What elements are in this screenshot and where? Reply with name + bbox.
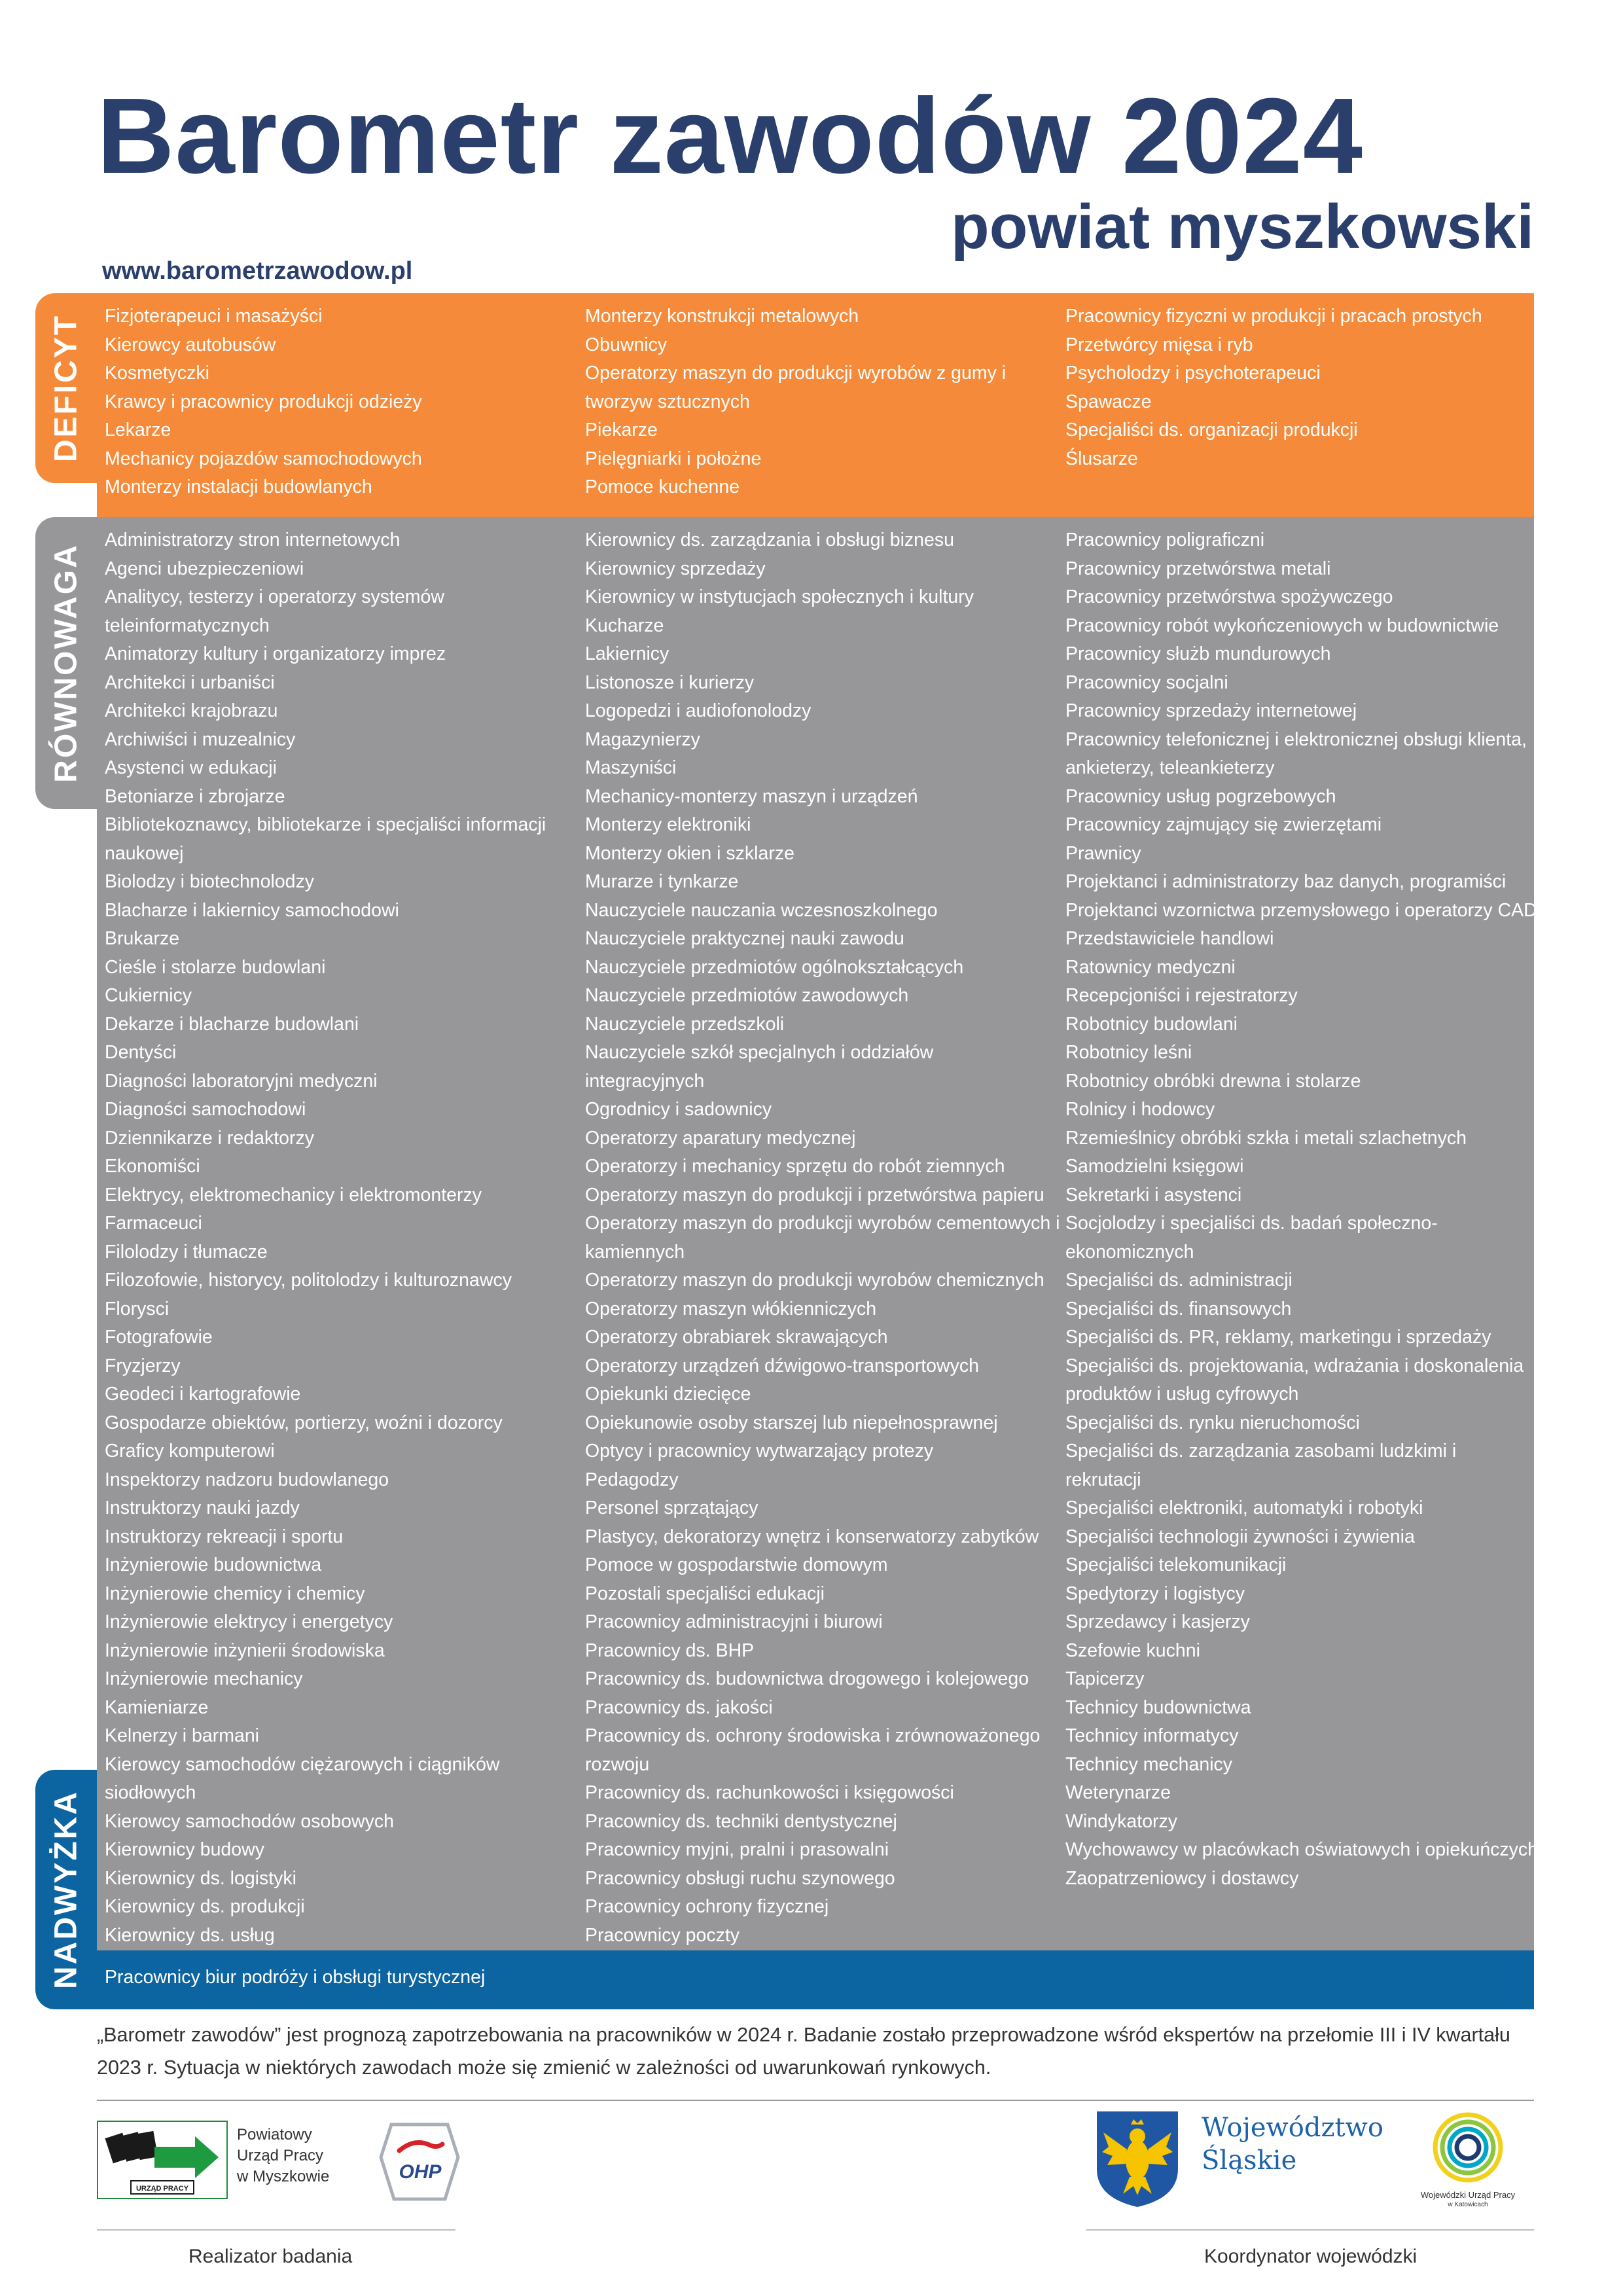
occupation-item: Obuwnicy xyxy=(585,334,668,355)
occupation-item: Bibliotekoznawcy, bibliotekarze i specjaliści informacji xyxy=(105,814,546,835)
occupation-item: Filolodzy i tłumacze xyxy=(105,1241,268,1263)
balance-column-1 xyxy=(105,526,582,1950)
occupation-item: rekrutacji xyxy=(1065,1469,1141,1490)
pup-logo-caption: URZĄD PRACY xyxy=(135,2185,189,2193)
occupation-item: Geodeci i kartografowie xyxy=(105,1384,301,1405)
occupation-item: kamiennych xyxy=(585,1241,685,1263)
occupation-item: rozwoju xyxy=(585,1753,650,1775)
ohp-logo-icon xyxy=(377,2118,462,2206)
occupation-item: Lekarze xyxy=(105,420,171,440)
occupation-item: Lakiernicy xyxy=(585,643,669,664)
realizator-caption: Realizator badania xyxy=(188,2246,353,2267)
right-footer-divider xyxy=(1086,2229,1534,2231)
occupation-item: Sprzedawcy i kasjerzy xyxy=(1065,1611,1250,1632)
surplus-tab xyxy=(35,1770,97,2009)
occupation-item: Inżynierowie budownictwa xyxy=(105,1554,322,1575)
occupation-item: Spawacze xyxy=(1065,391,1152,412)
occupation-item: Pracownicy poligraficzni xyxy=(1065,529,1265,550)
occupation-item: Kierowcy samochodów ciężarowych i ciągników xyxy=(105,1753,500,1775)
deficit-tab xyxy=(35,293,97,483)
occupation-item: Pracownicy ds. techniki dentystycznej xyxy=(585,1810,897,1832)
occupation-item: Murarze i tynkarze xyxy=(585,871,739,892)
occupation-item: Przedstawiciele handlowi xyxy=(1065,928,1274,949)
occupation-item: Specjaliści ds. administracji xyxy=(1065,1270,1293,1291)
occupation-item: Rzemieślnicy obróbki szkła i metali szlachetnych xyxy=(1065,1127,1467,1149)
occupation-item: Pracownicy sprzedaży internetowej xyxy=(1065,700,1357,721)
occupation-item: Dziennikarze i redaktorzy xyxy=(105,1127,314,1149)
occupation-item: Optycy i pracownicy wytwarzający protezy xyxy=(585,1441,934,1462)
wup-caption-small: w Katowicach xyxy=(1448,2201,1488,2208)
occupation-item: Biolodzy i biotechnolodzy xyxy=(105,871,315,892)
occupation-item: Nauczyciele nauczania wczesnoszkolnego xyxy=(585,899,938,921)
woj-name xyxy=(1202,2111,1383,2177)
occupation-item: Pracownicy ds. BHP xyxy=(585,1640,755,1661)
occupation-item: Nauczyciele przedmiotów ogólnokształcących xyxy=(585,956,964,978)
occupation-item: Instruktorzy rekreacji i sportu xyxy=(105,1526,344,1547)
occupation-item: Projektanci wzornictwa przemysłowego i operatorzy CAD xyxy=(1065,899,1537,921)
occupation-item: Pracownicy ds. jakości xyxy=(585,1696,773,1718)
occupation-item: Pomoce w gospodarstwie domowym xyxy=(585,1554,888,1575)
occupation-item: Technicy informatycy xyxy=(1065,1725,1239,1746)
occupation-item: Pracownicy robót wykończeniowych w budownictwie xyxy=(1065,615,1499,636)
occupation-item: Pracownicy poczty xyxy=(585,1924,740,1946)
occupation-item: Pracownicy zajmujący się zwierzętami xyxy=(1065,814,1382,835)
occupation-item: Agenci ubezpieczeniowi xyxy=(105,558,304,579)
occupation-item: Kucharze xyxy=(585,615,664,636)
occupation-item: Pracownicy telefonicznej i elektronicznej obsługi klienta, xyxy=(1065,728,1527,750)
silesia-crest-icon xyxy=(1094,2109,1181,2210)
woj-line-2: Śląskie xyxy=(1202,2145,1297,2176)
balance-label: RÓWNOWAGA xyxy=(48,543,84,783)
deficit-column-3 xyxy=(1065,302,1543,473)
occupation-item: Pomoce kuchenne xyxy=(585,476,740,497)
occupation-item: Opiekunowie osoby starszej lub niepełnosprawnej xyxy=(585,1412,998,1433)
occupation-item: Kierownicy ds. usług xyxy=(105,1924,275,1946)
surplus-column-1 xyxy=(105,1964,582,1992)
occupation-item: Nauczyciele szkół specjalnych i oddziałów xyxy=(585,1042,934,1063)
occupation-item: Pracownicy ds. budownictwa drogowego i kolejowego xyxy=(585,1668,1029,1689)
occupation-item: Specjaliści technologii żywności i żywienia xyxy=(1065,1526,1415,1547)
occupation-item: Monterzy instalacji budowlanych xyxy=(105,476,372,497)
balance-tab xyxy=(35,517,97,809)
page-subtitle: powiat myszkowski xyxy=(951,192,1534,262)
occupation-item: Diagności samochodowi xyxy=(105,1099,306,1120)
occupation-item: Specjaliści elektroniki, automatyki i robotyki xyxy=(1065,1498,1423,1518)
divider xyxy=(97,2100,1534,2101)
woj-line-1: Województwo xyxy=(1202,2113,1383,2143)
occupation-item: Gospodarze obiektów, portierzy, woźni i dozorcy xyxy=(105,1412,503,1433)
occupation-item: Rolnicy i hodowcy xyxy=(1065,1099,1215,1120)
occupation-item: Operatorzy maszyn do produkcji wyrobów cementowych i xyxy=(585,1213,1060,1234)
occupation-item: Psycholodzy i psychoterapeuci xyxy=(1065,363,1321,384)
pup-line-3: w Myszkowie xyxy=(237,2168,330,2185)
occupation-item: Diagności laboratoryjni medyczni xyxy=(105,1070,378,1092)
ohp-text: OHP xyxy=(399,2161,442,2183)
occupation-item: Operatorzy aparatury medycznej xyxy=(585,1127,856,1149)
occupation-item: Architekci i urbaniści xyxy=(105,672,275,693)
occupation-item: Ślusarze xyxy=(1065,448,1138,469)
occupation-item: Specjaliści ds. rynku nieruchomości xyxy=(1065,1412,1360,1433)
balance-column-3 xyxy=(1065,526,1543,1893)
occupation-item: Technicy budownictwa xyxy=(1065,1696,1251,1718)
occupation-item: Inżynierowie chemicy i chemicy xyxy=(105,1583,365,1604)
occupation-item: Brukarze xyxy=(105,928,180,949)
occupation-item: Krawcy i pracownicy produkcji odzieży xyxy=(105,391,422,412)
occupation-item: Przetwórcy mięsa i ryb xyxy=(1065,334,1253,355)
occupation-item: Asystenci w edukacji xyxy=(105,757,277,778)
balance-column-2 xyxy=(585,526,1063,1950)
occupation-item: siodłowych xyxy=(105,1782,196,1803)
occupation-item: Mechanicy pojazdów samochodowych xyxy=(105,448,422,469)
occupation-item: Robotnicy obróbki drewna i stolarze xyxy=(1065,1070,1361,1092)
wup-logo-icon xyxy=(1432,2111,1504,2183)
occupation-item: Animatorzy kultury i organizatorzy imprez xyxy=(105,643,446,664)
occupation-item: Socjolodzy i specjaliści ds. badań społeczno- xyxy=(1065,1213,1438,1234)
deficit-label: DEFICYT xyxy=(48,314,84,463)
occupation-item: Kierowcy samochodów osobowych xyxy=(105,1810,394,1832)
occupation-item: ankieterzy, teleankieterzy xyxy=(1065,757,1275,778)
occupation-item: Inżynierowie elektrycy i energetycy xyxy=(105,1611,393,1632)
occupation-item: Archiwiści i muzealnicy xyxy=(105,728,296,750)
occupation-item: Pracownicy administracyjni i biurowi xyxy=(585,1611,883,1632)
occupation-item: Kierownicy budowy xyxy=(105,1839,264,1860)
occupation-item: Elektrycy, elektromechanicy i elektromonterzy xyxy=(105,1184,482,1206)
occupation-item: Monterzy konstrukcji metalowych xyxy=(585,306,859,327)
occupation-item: Kamieniarze xyxy=(105,1696,209,1718)
pup-name xyxy=(237,2125,329,2187)
occupation-item: Dentyści xyxy=(105,1042,177,1063)
occupation-item: Pracownicy przetwórstwa metali xyxy=(1065,558,1331,579)
occupation-item: Farmaceuci xyxy=(105,1213,202,1234)
occupation-item: Pracownicy przetwórstwa spożywczego xyxy=(1065,586,1393,607)
occupation-item: Kierownicy ds. produkcji xyxy=(105,1896,305,1917)
occupation-item: Pracownicy usług pogrzebowych xyxy=(1065,785,1336,807)
deficit-column-1 xyxy=(105,302,582,502)
occupation-item: Projektanci i administratorzy baz danych, programiści xyxy=(1065,871,1507,892)
occupation-item: Fizjoterapeuci i masażyści xyxy=(105,306,323,327)
occupation-item: Nauczyciele praktycznej nauki zawodu xyxy=(585,928,904,949)
occupation-item: Monterzy okien i szklarze xyxy=(585,842,794,864)
occupation-item: Operatorzy maszyn do produkcji wyrobów z gumy i xyxy=(585,363,1007,384)
wup-caption: Wojewódzki Urząd Pracy xyxy=(1420,2190,1516,2200)
occupation-item: Filozofowie, historycy, politolodzy i kulturoznawcy xyxy=(105,1270,512,1291)
footnote: „Barometr zawodów” jest prognozą zapotrzebowania na pracowników w 2024 r. Badanie zostało przeprowadzone wśród ekspertów na przełomie III i IV kwartału 2023 r. Sytuacja w niektórych zawodach może się zmienić w zależności od uwarunkowań rynkowych. xyxy=(97,2024,1510,2079)
occupation-item: Logopedzi i audiofonolodzy xyxy=(585,700,812,721)
occupation-item: Monterzy elektroniki xyxy=(585,814,751,835)
occupation-item: Prawnicy xyxy=(1065,842,1141,864)
occupation-item: naukowej xyxy=(105,842,184,864)
occupation-item: Fryzjerzy xyxy=(105,1355,181,1376)
occupation-item: Pracownicy ds. rachunkowości i księgowości xyxy=(585,1782,954,1803)
occupation-item: Ratownicy medyczni xyxy=(1065,956,1236,978)
occupation-item: Operatorzy i mechanicy sprzętu do robót ziemnych xyxy=(585,1156,1005,1177)
occupation-item: Wychowawcy w placówkach oświatowych i opiekuńczych xyxy=(1065,1839,1539,1860)
occupation-item: Pielęgniarki i położne xyxy=(585,448,762,469)
occupation-item: Graficy komputerowi xyxy=(105,1441,275,1462)
occupation-item: Specjaliści ds. finansowych xyxy=(1065,1298,1292,1319)
occupation-item: Ogrodnicy i sadownicy xyxy=(585,1099,772,1120)
pup-line-2: Urząd Pracy xyxy=(237,2147,324,2164)
occupation-item: Pedagodzy xyxy=(585,1469,679,1490)
occupation-item: Analitycy, testerzy i operatorzy systemów xyxy=(105,586,444,607)
occupation-item: Magazynierzy xyxy=(585,728,700,750)
occupation-item: Pracownicy obsługi ruchu szynowego xyxy=(585,1867,895,1889)
occupation-item: Inżynierowie mechanicy xyxy=(105,1668,303,1689)
balance-section xyxy=(97,517,1539,1950)
occupation-item: Pracownicy biur podróży i obsługi turystycznej xyxy=(105,1967,486,1988)
occupation-item: Specjaliści ds. PR, reklamy, marketingu i sprzedaży xyxy=(1065,1327,1491,1348)
surplus-section xyxy=(97,1950,1534,2009)
occupation-item: Kosmetyczki xyxy=(105,363,209,384)
occupation-item: Operatorzy maszyn do produkcji wyrobów chemicznych xyxy=(585,1270,1044,1291)
wup-name xyxy=(1394,2190,1542,2210)
occupation-item: Nauczyciele przedszkoli xyxy=(585,1013,785,1035)
occupation-item: Zaopatrzeniowcy i dostawcy xyxy=(1065,1867,1299,1889)
occupation-item: Ekonomiści xyxy=(105,1156,200,1177)
occupation-item: Operatorzy maszyn do produkcji i przetwórstwa papieru xyxy=(585,1184,1044,1206)
occupation-item: Listonosze i kurierzy xyxy=(585,672,755,693)
occupation-item: Kierowcy autobusów xyxy=(105,334,276,355)
occupation-item: Robotnicy leśni xyxy=(1065,1042,1192,1063)
occupation-item: Robotnicy budowlani xyxy=(1065,1013,1238,1035)
occupation-item: Administratorzy stron internetowych xyxy=(105,529,401,550)
deficit-section xyxy=(97,293,1534,517)
occupation-item: ekonomicznych xyxy=(1065,1241,1194,1263)
occupation-item: Nauczyciele przedmiotów zawodowych xyxy=(585,985,909,1006)
pup-logo-icon xyxy=(97,2121,228,2199)
page-title: Barometr zawodów 2024 xyxy=(97,76,1363,196)
occupation-item: Cieśle i stolarze budowlani xyxy=(105,956,326,978)
occupation-item: Pracownicy fizyczni w produkcji i pracach prostych xyxy=(1065,306,1482,327)
occupation-item: Samodzielni księgowi xyxy=(1065,1156,1244,1177)
occupation-item: Sekretarki i asystenci xyxy=(1065,1184,1242,1206)
occupation-item: Weterynarze xyxy=(1065,1782,1171,1803)
occupation-item: Kierownicy ds. zarządzania i obsługi biznesu xyxy=(585,529,954,550)
occupation-item: Tapicerzy xyxy=(1065,1668,1145,1689)
occupation-item: Specjaliści ds. projektowania, wdrażania i doskonalenia xyxy=(1065,1355,1524,1376)
occupation-item: Pracownicy służb mundurowych xyxy=(1065,643,1331,664)
occupation-item: Recepcjoniści i rejestratorzy xyxy=(1065,985,1298,1006)
occupation-item: Windykatorzy xyxy=(1065,1810,1178,1832)
occupation-item: Pracownicy myjni, pralni i prasowalni xyxy=(585,1839,889,1860)
coordinator-caption: Koordynator wojewódzki xyxy=(1204,2246,1418,2267)
occupation-item: Instruktorzy nauki jazdy xyxy=(105,1498,300,1518)
occupation-item: Kierownicy sprzedaży xyxy=(585,558,766,579)
occupation-item: Personel sprzątający xyxy=(585,1498,758,1518)
occupation-item: tworzyw sztucznych xyxy=(585,391,750,412)
occupation-item: Opiekunki dziecięce xyxy=(585,1384,751,1405)
occupation-item: Maszyniści xyxy=(585,757,677,778)
occupation-item: Mechanicy-monterzy maszyn i urządzeń xyxy=(585,785,918,807)
occupation-item: integracyjnych xyxy=(585,1070,705,1092)
pup-line-1: Powiatowy xyxy=(237,2126,312,2144)
occupation-item: Operatorzy maszyn włókienniczych xyxy=(585,1298,877,1319)
occupation-item: Pracownicy ds. ochrony środowiska i zrównoważonego xyxy=(585,1725,1041,1746)
occupation-item: produktów i usług cyfrowych xyxy=(1065,1384,1299,1405)
occupation-item: Piekarze xyxy=(585,420,658,440)
occupation-item: Specjaliści telekomunikacji xyxy=(1065,1554,1287,1575)
occupation-item: Dekarze i blacharze budowlani xyxy=(105,1013,359,1035)
occupation-item: Pracownicy ochrony fizycznej xyxy=(585,1896,829,1917)
occupation-item: Plastycy, dekoratorzy wnętrz i konserwatorzy zabytków xyxy=(585,1526,1039,1547)
occupation-item: Operatorzy obrabiarek skrawających xyxy=(585,1327,888,1348)
occupation-item: Pozostali specjaliści edukacji xyxy=(585,1583,825,1604)
deficit-column-2 xyxy=(585,302,1063,502)
occupation-item: Kierownicy ds. logistyki xyxy=(105,1867,297,1889)
occupation-item: Operatorzy urządzeń dźwigowo-transportowych xyxy=(585,1355,979,1376)
occupation-item: Betoniarze i zbrojarze xyxy=(105,785,285,807)
occupation-item: Pracownicy socjalni xyxy=(1065,672,1228,693)
left-footer-divider xyxy=(97,2229,455,2231)
occupation-item: Szefowie kuchni xyxy=(1065,1640,1200,1661)
occupation-item: Inspektorzy nadzoru budowlanego xyxy=(105,1469,389,1490)
occupation-item: Cukiernicy xyxy=(105,985,192,1006)
occupation-item: Kelnerzy i barmani xyxy=(105,1725,260,1746)
occupation-item: teleinformatycznych xyxy=(105,615,270,636)
occupation-item: Spedytorzy i logistycy xyxy=(1065,1583,1245,1604)
occupation-item: Fotografowie xyxy=(105,1327,213,1348)
surplus-label: NADWYŻKA xyxy=(48,1790,84,1989)
occupation-item: Technicy mechanicy xyxy=(1065,1753,1233,1775)
occupation-item: Specjaliści ds. organizacji produkcji xyxy=(1065,420,1358,440)
occupation-item: Inżynierowie inżynierii środowiska xyxy=(105,1640,385,1661)
website-link[interactable]: www.barometrzawodow.pl xyxy=(102,257,413,285)
occupation-item: Blacharze i lakiernicy samochodowi xyxy=(105,899,399,921)
occupation-item: Kierownicy w instytucjach społecznych i kultury xyxy=(585,586,974,607)
occupation-item: Architekci krajobrazu xyxy=(105,700,278,721)
occupation-item: Specjaliści ds. zarządzania zasobami ludzkimi i xyxy=(1065,1441,1457,1462)
occupation-item: Florysci xyxy=(105,1298,169,1319)
